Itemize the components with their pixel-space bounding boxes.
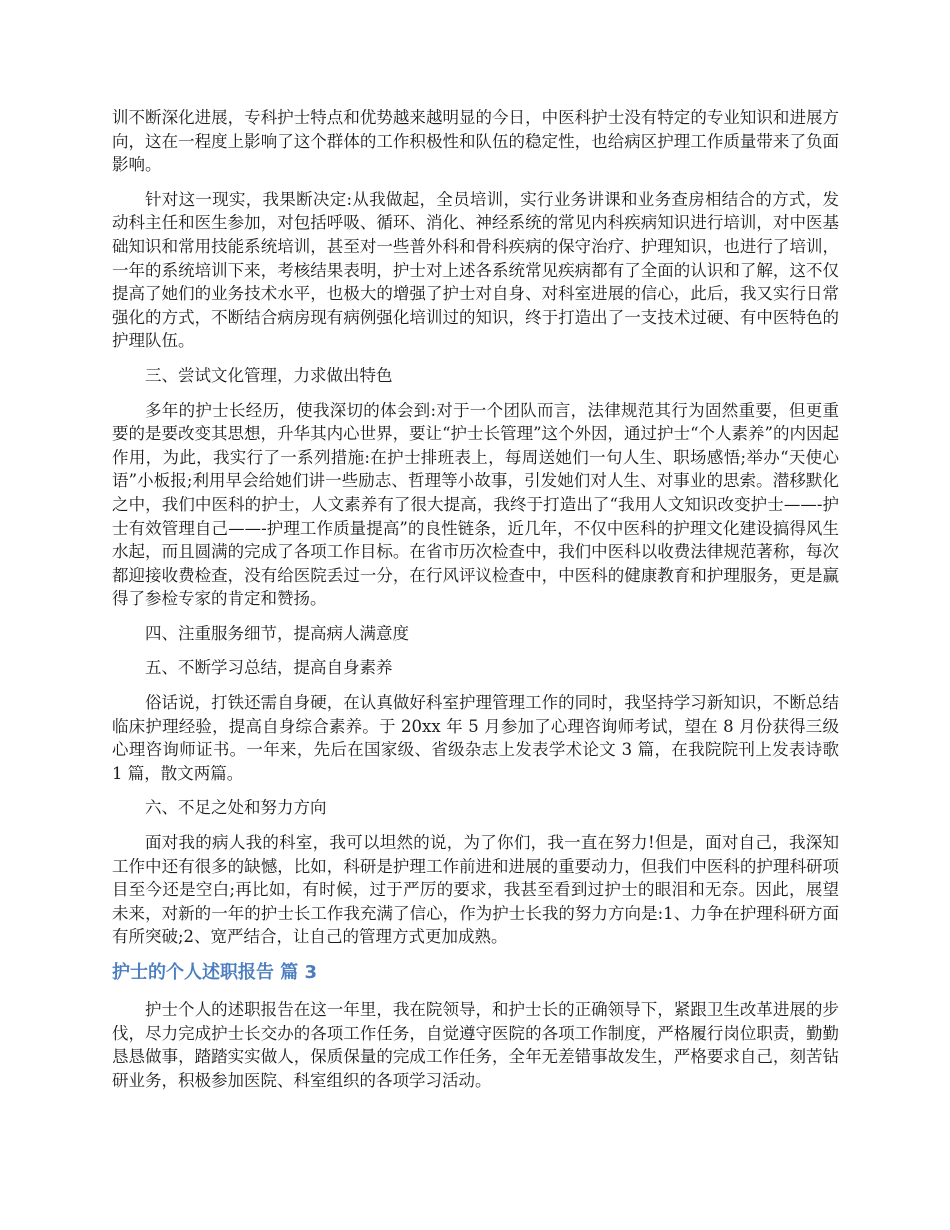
paragraph-training-decision: 针对这一现实，我果断决定:从我做起，全员培训，实行业务讲课和业务查房相结合的方式，发动科主任和医生参加，对包括呼吸、循环、消化、神经系统的常见内科疾病知识进行培训，对中医基础知识和常用技能系统培训，甚至对一些普外科和骨科疾病的保守治疗、护理知识，也进行了培训，一年的系统培训下来，考核结果表明，护士对上述各系统常见疾病都有了全面的认识和了解，这不仅提高了她们的业务技术水平，也极大的增强了护士对自身、对科室进展的信心，此后，我又实行日常强化的方式，不断结合病房现有病例强化培训过的知识，终于打造出了一支技术过硬、有中医特色的护理队伍。 [112, 189, 839, 351]
heading-service-details: 四、注重服务细节，提高病人满意度 [145, 623, 409, 643]
paragraph-continuous-learning: 俗话说，打铁还需自身硬，在认真做好科室护理管理工作的同时，我坚持学习新知识，不断总结临床护理经验，提高自身综合素养。于 20xx 年 5 月参加了心理咨询师考试，望在 8 月份获得三级心理咨询师证书。一年来，先后在国家级、省级杂志上发表学术论文 3 篇，在我院院刊上发表诗歌 1 篇，散文两篇。 [112, 693, 839, 783]
heading-culture-management: 三、尝试文化管理，力求做出特色 [145, 365, 393, 385]
document-body [112, 106, 839, 1103]
heading-continuous-learning: 五、不断学习总结，提高自身素养 [145, 658, 393, 678]
paragraph-culture-management: 多年的护士长经历，使我深切的体会到:对于一个团队而言，法律规范其行为固然重要，但更重要的是要改变其思想，升华其内心世界，要让“护士长管理”这个外因，通过护士“个人素养”的内因起作用，为此，我实行了一系列措施:在护士排班表上，每周送她们一句人生、职场感悟;举办“天使心语”小板报;利用早会给她们讲一些励志、哲理等小故事，引发她们对人生、对事业的思索。潜移默化之中，我们中医科的护士，人文素养有了很大提高，我终于打造出了“我用人文知识改变护士——-护士有效管理自己——-护理工作质量提高”的良性链条，近几年，不仅中医科的护理文化建设搞得风生水起，而且圆满的完成了各项工作目标。在省市历次检查中，我们中医科以收费法律规范著称，每次都迎接收费检查，没有给医院丢过一分，在行风评议检查中，中医科的健康教育和护理服务，更是赢得了参检专家的肯定和赞扬。 [112, 400, 839, 609]
paragraph-training-continuation: 训不断深化进展，专科护士特点和优势越来越明显的今日，中医科护士没有特定的专业知识和进展方向，这在一程度上影响了这个群体的工作积极性和队伍的稳定性，也给病区护理工作质量带来了负面影响。 [112, 108, 839, 175]
paragraph-shortcomings: 面对我的病人我的科室，我可以坦然的说，为了你们，我一直在努力!但是，面对自己，我深知工作中还有很多的缺憾，比如，科研是护理工作前进和进展的重要动力，但我们中医科的护理科研项目至今还是空白;再比如，有时候，过于严厉的要求，我甚至看到过护士的眼泪和无奈。因此，展望未来，对新的一年的护士长工作我充满了信心，作为护士长我的努力方向是:1、力争在护理科研方面有所突破;2、宽严结合，让自己的管理方式更加成熟。 [112, 833, 839, 947]
heading-shortcomings: 六、不足之处和努力方向 [145, 798, 327, 818]
section-title: 护士的个人述职报告 篇 3 [112, 962, 318, 983]
paragraph-report-3-intro: 护士个人的述职报告在这一年里，我在院领导，和护士长的正确领导下，紧跟卫生改革进展的步伐，尽力完成护士长交办的各项工作任务，自觉遵守医院的各项工作制度，严格履行岗位职责，勤勤恳恳做事，踏踏实实做人，保质保量的完成工作任务，全年无差错事故发生，严格要求自己，刻苦钻研业务，积极参加医院、科室组织的各项学习活动。 [112, 1000, 839, 1090]
